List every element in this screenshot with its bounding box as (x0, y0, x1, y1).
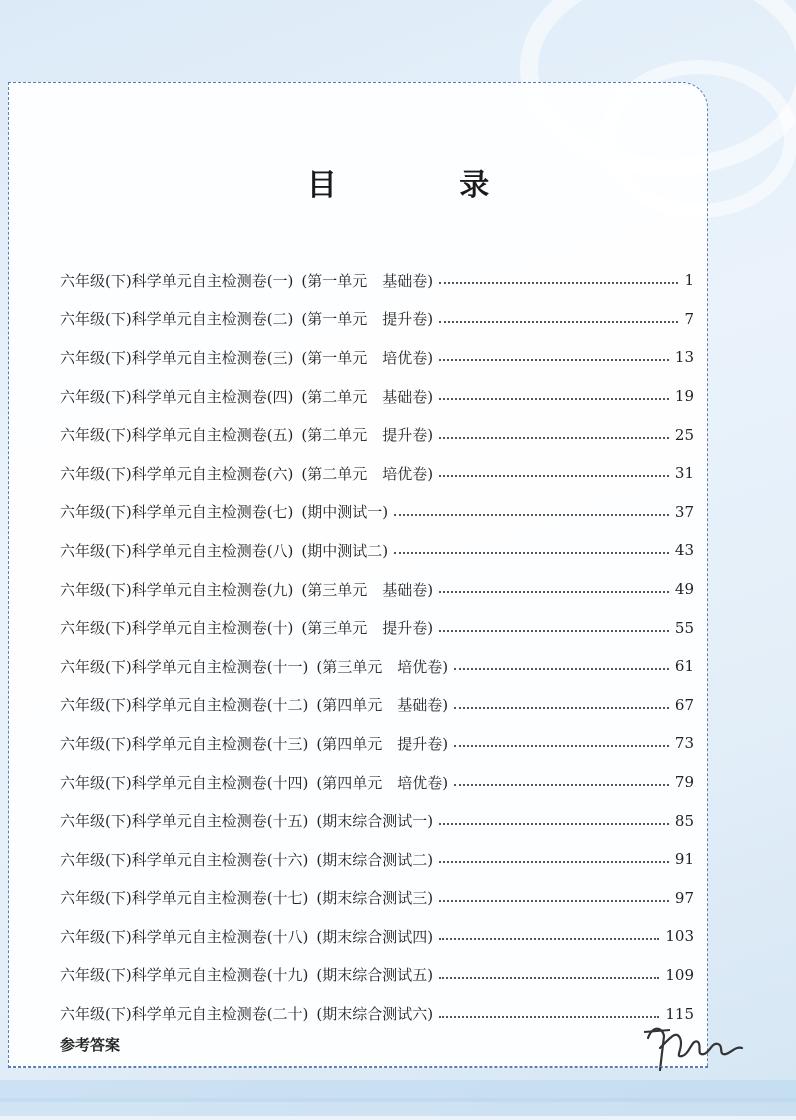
toc-entry-name: 六年级(下)科学单元自主检测卷(十四) (60, 773, 309, 792)
dot-leader (439, 437, 669, 439)
toc-page-number: 43 (674, 541, 694, 560)
toc-entry[interactable] (60, 415, 694, 454)
toc-entry-name: 六年级(下)科学单元自主检测卷(十九) (60, 966, 309, 985)
toc-entry-name: 六年级(下)科学单元自主检测卷(四) (60, 387, 294, 406)
toc-entry[interactable] (60, 686, 694, 725)
toc-entry-name: 六年级(下)科学单元自主检测卷(十一) (60, 657, 309, 676)
toc-entry-subtitle: (期末综合测试二) (316, 850, 434, 869)
toc-entry[interactable] (60, 261, 694, 300)
page-title: 目 录 (306, 168, 546, 203)
toc-entry-subtitle: (第三单元 基础卷) (301, 580, 434, 599)
toc-page-number: 79 (674, 773, 694, 792)
dot-leader (439, 591, 669, 593)
toc-page-number: 85 (674, 811, 694, 830)
toc-page-number: 97 (674, 888, 694, 907)
toc-entry[interactable] (60, 338, 694, 377)
toc-entry[interactable] (60, 377, 694, 416)
toc-entry-subtitle: (第四单元 提升卷) (316, 734, 449, 753)
toc-entry-name: 六年级(下)科学单元自主检测卷(三) (60, 348, 294, 367)
toc-entry-name: 六年级(下)科学单元自主检测卷(八) (60, 541, 294, 560)
dot-leader (439, 977, 659, 979)
toc-entry-subtitle: (期中测试一) (301, 503, 389, 522)
toc-page-number: 109 (665, 965, 694, 984)
toc-entry[interactable] (60, 724, 694, 763)
dot-leader (454, 707, 669, 709)
toc-entry[interactable] (60, 454, 694, 493)
toc-entry[interactable] (60, 994, 694, 1033)
toc-entry-subtitle: (第一单元 提升卷) (301, 310, 434, 329)
dot-leader (439, 900, 669, 902)
toc-entry-subtitle: (期末综合测试三) (316, 889, 434, 908)
table-of-contents (60, 261, 694, 1033)
toc-entry[interactable] (60, 570, 694, 609)
toc-page-number: 73 (674, 734, 694, 753)
toc-page-number: 25 (674, 425, 694, 444)
toc-entry-subtitle: (第四单元 培优卷) (316, 773, 449, 792)
toc-entry[interactable] (60, 956, 694, 995)
toc-entry-name: 六年级(下)科学单元自主检测卷(十) (60, 619, 294, 638)
toc-entry[interactable] (60, 531, 694, 570)
toc-page-number: 61 (674, 657, 694, 676)
toc-entry-name: 六年级(下)科学单元自主检测卷(五) (60, 426, 294, 445)
toc-page-number: 31 (674, 464, 694, 483)
toc-entry[interactable] (60, 763, 694, 802)
toc-entry-name: 六年级(下)科学单元自主检测卷(十八) (60, 927, 309, 946)
signature-icon (640, 1008, 750, 1078)
dot-leader (439, 861, 669, 863)
dot-leader (439, 475, 669, 477)
toc-page-number: 19 (674, 387, 694, 406)
toc-entry-subtitle: (第四单元 基础卷) (316, 696, 449, 715)
toc-entry-name: 六年级(下)科学单元自主检测卷(九) (60, 580, 294, 599)
toc-entry-subtitle: (第一单元 基础卷) (301, 271, 434, 290)
toc-entry-subtitle: (期中测试二) (301, 541, 389, 560)
toc-entry[interactable] (60, 801, 694, 840)
dot-leader (439, 359, 669, 361)
dot-leader (439, 938, 659, 940)
dot-leader (454, 745, 669, 747)
dot-leader (394, 552, 669, 554)
toc-entry-name: 六年级(下)科学单元自主检测卷(十七) (60, 889, 309, 908)
bottom-dashed-border (8, 1066, 708, 1067)
toc-entry-subtitle: (期末综合测试四) (316, 927, 434, 946)
toc-entry-name: 六年级(下)科学单元自主检测卷(七) (60, 503, 294, 522)
toc-page-number: 67 (674, 695, 694, 714)
toc-entry[interactable] (60, 493, 694, 532)
toc-page-number: 103 (665, 927, 694, 946)
toc-entry-name: 六年级(下)科学单元自主检测卷(十二) (60, 696, 309, 715)
toc-entry-subtitle: (第三单元 提升卷) (301, 619, 434, 638)
toc-page-number: 7 (684, 309, 694, 328)
toc-entry-name: 六年级(下)科学单元自主检测卷(十五) (60, 812, 309, 831)
toc-page-number: 1 (684, 271, 694, 290)
decorative-wave (0, 1098, 796, 1120)
dot-leader (454, 784, 669, 786)
toc-entry-name: 六年级(下)科学单元自主检测卷(一) (60, 271, 294, 290)
toc-entry[interactable] (60, 840, 694, 879)
toc-entry-subtitle: (期末综合测试六) (316, 1005, 434, 1024)
dot-leader (439, 823, 669, 825)
toc-entry[interactable] (60, 608, 694, 647)
toc-entry-name: 六年级(下)科学单元自主检测卷(二十) (60, 1005, 309, 1024)
dot-leader (439, 321, 678, 323)
toc-entry[interactable] (60, 879, 694, 918)
dot-leader (439, 398, 669, 400)
toc-entry-name: 六年级(下)科学单元自主检测卷(十六) (60, 850, 309, 869)
toc-entry-name: 六年级(下)科学单元自主检测卷(十三) (60, 734, 309, 753)
answers-label: 参考答案 (60, 1036, 121, 1054)
toc-entry[interactable] (60, 300, 694, 339)
toc-entry-subtitle: (期末综合测试一) (316, 812, 434, 831)
dot-leader (439, 282, 678, 284)
toc-entry-subtitle: (第一单元 培优卷) (301, 348, 434, 367)
dot-leader (439, 1016, 659, 1018)
toc-entry[interactable] (60, 647, 694, 686)
dot-leader (439, 630, 669, 632)
toc-page-number: 55 (674, 618, 694, 637)
dot-leader (454, 668, 669, 670)
toc-entry-subtitle: (第二单元 培优卷) (301, 464, 434, 483)
dot-leader (394, 514, 669, 516)
toc-page-number: 37 (674, 502, 694, 521)
toc-entry[interactable] (60, 917, 694, 956)
toc-page-number: 91 (674, 850, 694, 869)
toc-entry-subtitle: (期末综合测试五) (316, 966, 434, 985)
toc-entry-subtitle: (第二单元 提升卷) (301, 426, 434, 445)
toc-page-number: 115 (665, 1004, 694, 1023)
toc-entry-subtitle: (第二单元 基础卷) (301, 387, 434, 406)
toc-entry-name: 六年级(下)科学单元自主检测卷(二) (60, 310, 294, 329)
toc-entry-subtitle: (第三单元 培优卷) (316, 657, 449, 676)
toc-page-number: 49 (674, 580, 694, 599)
toc-entry-name: 六年级(下)科学单元自主检测卷(六) (60, 464, 294, 483)
toc-page-number: 13 (674, 348, 694, 367)
